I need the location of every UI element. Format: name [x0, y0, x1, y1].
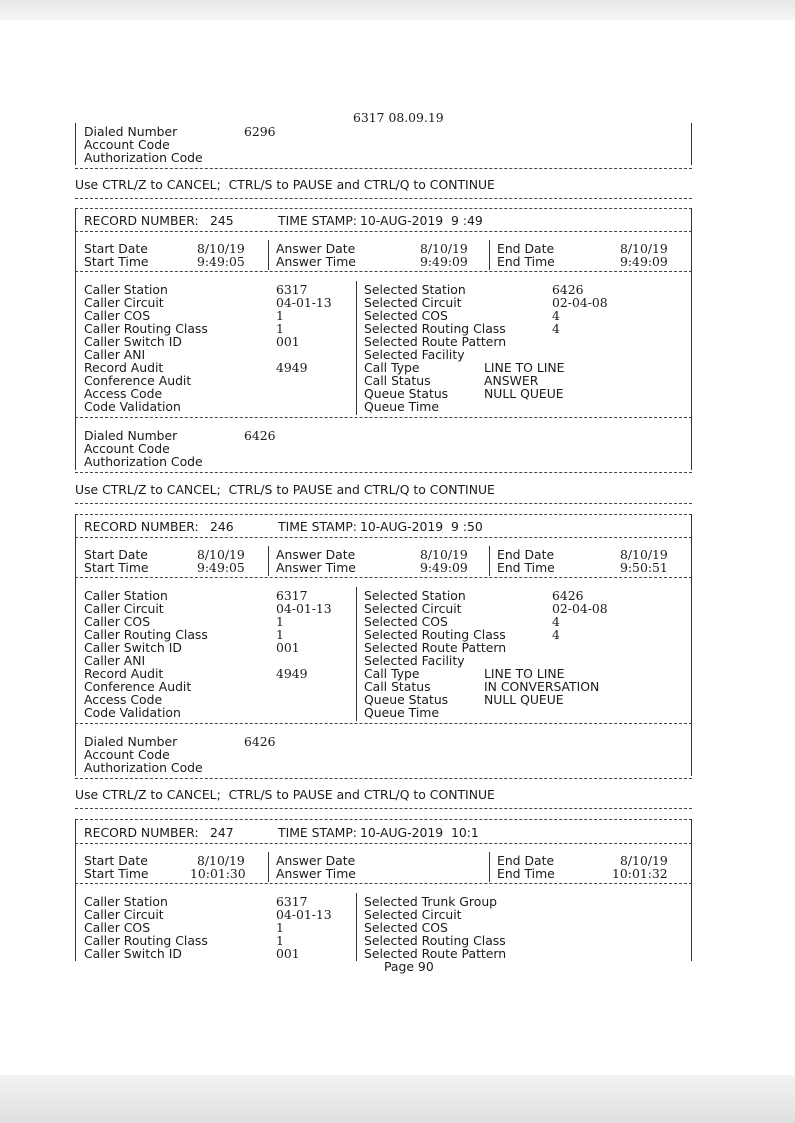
access-code-label: Access Code	[84, 692, 163, 707]
caller-station-value: 6317	[276, 588, 308, 603]
call-status-label: Call Status	[364, 373, 431, 388]
divider	[75, 168, 692, 169]
selected-cos-value: 4	[552, 614, 560, 629]
caller-switch-id-label: Caller Switch ID	[84, 946, 182, 961]
selected-facility-label: Selected Facility	[364, 653, 465, 668]
answer-date-label: Answer Date	[276, 547, 356, 562]
start-date-value: 8/10/19	[197, 241, 245, 256]
answer-time-label: Answer Time	[276, 560, 356, 575]
queue-time-label: Queue Time	[364, 399, 439, 414]
divider	[75, 198, 692, 199]
caller-cos-label: Caller COS	[84, 920, 151, 935]
start-date-value: 8/10/19	[197, 853, 245, 868]
selected-circuit-value: 02-04-08	[552, 295, 608, 310]
selected-cos-label: Selected COS	[364, 920, 448, 935]
dialed-number-label: Dialed Number	[84, 124, 178, 139]
answer-time-label: Answer Time	[276, 254, 356, 269]
record-number-label: RECORD NUMBER:	[84, 519, 199, 534]
conference-audit-label: Conference Audit	[84, 373, 192, 388]
record-number-value: 245	[210, 213, 234, 228]
answer-date-label: Answer Date	[276, 853, 356, 868]
record-number-value: 247	[210, 825, 234, 840]
dialed-number-value: 6296	[244, 124, 276, 139]
selected-station-value: 6426	[552, 282, 584, 297]
record-audit-value: 4949	[276, 666, 308, 681]
start-time-value: 9:49:05	[197, 560, 245, 575]
caller-circuit-value: 04-01-13	[276, 295, 332, 310]
caller-cos-value: 1	[276, 920, 284, 935]
caller-cos-value: 1	[276, 614, 284, 629]
authorization-code-label: Authorization Code	[84, 760, 203, 775]
caller-routing-class-label: Caller Routing Class	[84, 627, 208, 642]
caller-circuit-value: 04-01-13	[276, 601, 332, 616]
selected-routing-class-value: 4	[552, 321, 560, 336]
caller-ani-label: Caller ANI	[84, 653, 146, 668]
selected-circuit-label: Selected Circuit	[364, 295, 462, 310]
queue-status-label: Queue Status	[364, 692, 449, 707]
answer-time-value: 9:49:09	[420, 560, 468, 575]
account-code-label: Account Code	[84, 441, 170, 456]
dialed-number-value: 6426	[244, 734, 276, 749]
conference-audit-label: Conference Audit	[84, 679, 192, 694]
divider	[75, 808, 692, 809]
answer-date-value: 8/10/19	[420, 241, 468, 256]
selected-station-label: Selected Station	[364, 588, 466, 603]
record-number-label: RECORD NUMBER:	[84, 825, 199, 840]
selected-trunk-group-label: Selected Trunk Group	[364, 894, 498, 909]
start-date-label: Start Date	[84, 853, 148, 868]
end-date-label: End Date	[497, 547, 555, 562]
selected-routing-class-label: Selected Routing Class	[364, 627, 506, 642]
end-date-label: End Date	[497, 241, 555, 256]
selected-route-pattern-label: Selected Route Pattern	[364, 334, 507, 349]
start-time-label: Start Time	[84, 866, 149, 881]
cancel-instruction: Use CTRL/Z to CANCEL; CTRL/S to PAUSE and CTRL/Q to CONTINUE	[75, 177, 495, 192]
authorization-code-label: Authorization Code	[84, 150, 203, 165]
cancel-instruction: Use CTRL/Z to CANCEL; CTRL/S to PAUSE and CTRL/Q to CONTINUE	[75, 787, 495, 802]
selected-route-pattern-label: Selected Route Pattern	[364, 946, 507, 961]
selected-cos-label: Selected COS	[364, 308, 448, 323]
caller-station-label: Caller Station	[84, 282, 168, 297]
call-status-value: IN CONVERSATION	[484, 679, 600, 694]
answer-date-value: 8/10/19	[420, 547, 468, 562]
selected-cos-label: Selected COS	[364, 614, 448, 629]
call-type-label: Call Type	[364, 666, 420, 681]
caller-switch-id-label: Caller Switch ID	[84, 334, 182, 349]
start-time-value: 9:49:05	[197, 254, 245, 269]
caller-circuit-value: 04-01-13	[276, 907, 332, 922]
caller-station-value: 6317	[276, 282, 308, 297]
start-date-label: Start Date	[84, 547, 148, 562]
time-stamp-value: 10-AUG-2019 9 :49	[360, 213, 483, 228]
caller-routing-class-value: 1	[276, 933, 284, 948]
end-time-label: End Time	[497, 866, 555, 881]
code-validation-label: Code Validation	[84, 705, 181, 720]
call-status-label: Call Status	[364, 679, 431, 694]
caller-cos-label: Caller COS	[84, 308, 151, 323]
caller-cos-label: Caller COS	[84, 614, 151, 629]
time-stamp-label: TIME STAMP:	[278, 825, 357, 840]
caller-station-label: Caller Station	[84, 894, 168, 909]
selected-circuit-label: Selected Circuit	[364, 907, 462, 922]
record-audit-label: Record Audit	[84, 666, 164, 681]
queue-time-label: Queue Time	[364, 705, 439, 720]
end-date-value: 8/10/19	[620, 241, 668, 256]
code-validation-label: Code Validation	[84, 399, 181, 414]
answer-time-value: 9:49:09	[420, 254, 468, 269]
caller-routing-class-label: Caller Routing Class	[84, 933, 208, 948]
queue-status-label: Queue Status	[364, 386, 449, 401]
call-type-label: Call Type	[364, 360, 420, 375]
caller-circuit-label: Caller Circuit	[84, 601, 164, 616]
start-date-value: 8/10/19	[197, 547, 245, 562]
caller-circuit-label: Caller Circuit	[84, 907, 164, 922]
end-time-value: 9:50:51	[620, 560, 668, 575]
caller-routing-class-label: Caller Routing Class	[84, 321, 208, 336]
selected-cos-value: 4	[552, 308, 560, 323]
record-number-label: RECORD NUMBER:	[84, 213, 199, 228]
caller-cos-value: 1	[276, 308, 284, 323]
page-footer: Page 90	[384, 959, 434, 974]
cancel-instruction: Use CTRL/Z to CANCEL; CTRL/S to PAUSE and CTRL/Q to CONTINUE	[75, 482, 495, 497]
end-time-value: 9:49:09	[620, 254, 668, 269]
access-code-label: Access Code	[84, 386, 163, 401]
caller-switch-id-value: 001	[276, 946, 300, 961]
selected-route-pattern-label: Selected Route Pattern	[364, 640, 507, 655]
selected-facility-label: Selected Facility	[364, 347, 465, 362]
queue-status-value: NULL QUEUE	[484, 386, 564, 401]
time-stamp-label: TIME STAMP:	[278, 213, 357, 228]
selected-routing-class-label: Selected Routing Class	[364, 321, 506, 336]
start-time-label: Start Time	[84, 254, 149, 269]
caller-routing-class-value: 1	[276, 321, 284, 336]
selected-station-value: 6426	[552, 588, 584, 603]
end-time-value: 10:01:32	[612, 866, 668, 881]
authorization-code-label: Authorization Code	[84, 454, 203, 469]
time-stamp-value: 10-AUG-2019 9 :50	[360, 519, 483, 534]
caller-station-value: 6317	[276, 894, 308, 909]
end-date-label: End Date	[497, 853, 555, 868]
account-code-label: Account Code	[84, 747, 170, 762]
time-stamp-value: 10-AUG-2019 10:1	[360, 825, 479, 840]
record-audit-value: 4949	[276, 360, 308, 375]
selected-station-label: Selected Station	[364, 282, 466, 297]
end-time-label: End Time	[497, 254, 555, 269]
selected-circuit-value: 02-04-08	[552, 601, 608, 616]
caller-circuit-label: Caller Circuit	[84, 295, 164, 310]
call-status-value: ANSWER	[484, 373, 539, 388]
start-date-label: Start Date	[84, 241, 148, 256]
dialed-number-label: Dialed Number	[84, 734, 178, 749]
caller-ani-label: Caller ANI	[84, 347, 146, 362]
end-date-value: 8/10/19	[620, 853, 668, 868]
call-type-value: LINE TO LINE	[484, 360, 565, 375]
end-time-label: End Time	[497, 560, 555, 575]
answer-time-label: Answer Time	[276, 866, 356, 881]
caller-switch-id-label: Caller Switch ID	[84, 640, 182, 655]
queue-status-value: NULL QUEUE	[484, 692, 564, 707]
record-number-value: 246	[210, 519, 234, 534]
answer-date-label: Answer Date	[276, 241, 356, 256]
end-date-value: 8/10/19	[620, 547, 668, 562]
selected-routing-class-label: Selected Routing Class	[364, 933, 506, 948]
divider	[75, 503, 692, 504]
time-stamp-label: TIME STAMP:	[278, 519, 357, 534]
page-header: 6317 08.09.19	[353, 110, 444, 125]
selected-routing-class-value: 4	[552, 627, 560, 642]
caller-routing-class-value: 1	[276, 627, 284, 642]
dialed-number-value: 6426	[244, 428, 276, 443]
selected-circuit-label: Selected Circuit	[364, 601, 462, 616]
call-type-value: LINE TO LINE	[484, 666, 565, 681]
caller-station-label: Caller Station	[84, 588, 168, 603]
dialed-number-label: Dialed Number	[84, 428, 178, 443]
caller-switch-id-value: 001	[276, 640, 300, 655]
start-time-label: Start Time	[84, 560, 149, 575]
start-time-value: 10:01:30	[190, 866, 246, 881]
account-code-label: Account Code	[84, 137, 170, 152]
caller-switch-id-value: 001	[276, 334, 300, 349]
record-audit-label: Record Audit	[84, 360, 164, 375]
